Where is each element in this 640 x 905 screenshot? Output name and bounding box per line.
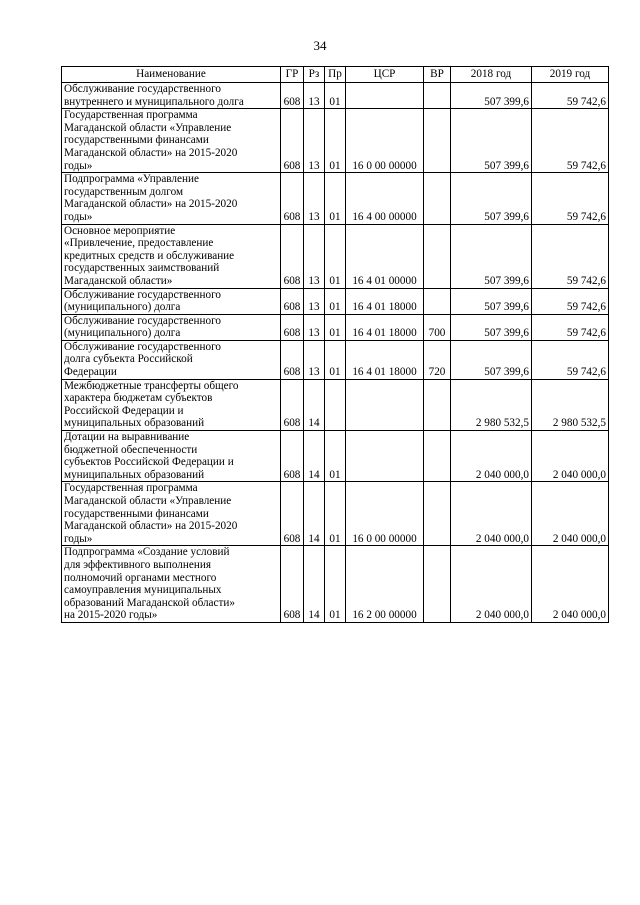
cell-name: Государственная программа Магаданской области «Управление государственными финансами Магаданской области» на 2015-2020 годы» xyxy=(62,482,281,546)
cell-vr xyxy=(424,482,451,546)
cell-name: Подпрограмма «Управление государственным долгом Магаданской области» на 2015-2020 годы» xyxy=(62,173,281,224)
table-row xyxy=(62,83,609,109)
cell-gr: 608 xyxy=(281,340,304,379)
cell-pr: 01 xyxy=(325,314,346,340)
cell-rz: 14 xyxy=(304,546,325,623)
cell-pr: 01 xyxy=(325,482,346,546)
cell-name: Основное мероприятие «Привлечение, предоставление кредитных средств и обслуживание государственных заимствований Магаданской области» xyxy=(62,224,281,288)
cell-vr xyxy=(424,109,451,173)
cell-pr: 01 xyxy=(325,224,346,288)
cell-rz: 13 xyxy=(304,109,325,173)
cell-csr: 16 4 01 18000 xyxy=(346,288,424,314)
cell-csr xyxy=(346,431,424,482)
cell-2018: 2 040 000,0 xyxy=(451,431,532,482)
cell-2018: 2 980 532,5 xyxy=(451,379,532,430)
header-2019: 2019 год xyxy=(532,67,609,83)
cell-gr: 608 xyxy=(281,546,304,623)
cell-pr: 01 xyxy=(325,173,346,224)
cell-vr xyxy=(424,379,451,430)
cell-gr: 608 xyxy=(281,431,304,482)
cell-2019: 2 980 532,5 xyxy=(532,379,609,430)
cell-rz: 14 xyxy=(304,431,325,482)
cell-name: Обслуживание государственного (муниципального) долга xyxy=(62,288,281,314)
cell-gr: 608 xyxy=(281,379,304,430)
cell-csr: 16 2 00 00000 xyxy=(346,546,424,623)
page-number: 34 xyxy=(313,38,327,53)
budget-table xyxy=(61,66,609,623)
cell-rz: 13 xyxy=(304,173,325,224)
header-pr: Пр xyxy=(325,67,346,83)
cell-csr: 16 0 00 00000 xyxy=(346,109,424,173)
cell-pr: 01 xyxy=(325,83,346,109)
cell-vr xyxy=(424,288,451,314)
cell-rz: 14 xyxy=(304,482,325,546)
cell-2019: 59 742,6 xyxy=(532,288,609,314)
cell-csr: 16 4 01 00000 xyxy=(346,224,424,288)
cell-2019: 59 742,6 xyxy=(532,314,609,340)
table-row xyxy=(62,314,609,340)
cell-pr: 01 xyxy=(325,340,346,379)
cell-vr xyxy=(424,173,451,224)
header-row xyxy=(62,67,609,83)
table-row xyxy=(62,288,609,314)
table-row xyxy=(62,546,609,623)
cell-vr xyxy=(424,224,451,288)
cell-csr xyxy=(346,83,424,109)
cell-gr: 608 xyxy=(281,109,304,173)
cell-2019: 59 742,6 xyxy=(532,83,609,109)
cell-2018: 507 399,6 xyxy=(451,224,532,288)
cell-vr xyxy=(424,431,451,482)
cell-2019: 59 742,6 xyxy=(532,109,609,173)
cell-2018: 507 399,6 xyxy=(451,340,532,379)
cell-pr xyxy=(325,379,346,430)
cell-name: Подпрограмма «Создание условий для эффективного выполнения полномочий органами местного самоуправления муниципальных образований Магаданской области» на 2015-2020 годы» xyxy=(62,546,281,623)
cell-csr: 16 0 00 00000 xyxy=(346,482,424,546)
header-2018: 2018 год xyxy=(451,67,532,83)
cell-csr: 16 4 01 18000 xyxy=(346,340,424,379)
header-gr: ГР xyxy=(281,67,304,83)
cell-2019: 59 742,6 xyxy=(532,340,609,379)
cell-gr: 608 xyxy=(281,288,304,314)
cell-pr: 01 xyxy=(325,431,346,482)
cell-2018: 2 040 000,0 xyxy=(451,482,532,546)
cell-gr: 608 xyxy=(281,314,304,340)
cell-2018: 507 399,6 xyxy=(451,83,532,109)
table-row xyxy=(62,482,609,546)
table-row xyxy=(62,109,609,173)
cell-gr: 608 xyxy=(281,83,304,109)
cell-gr: 608 xyxy=(281,173,304,224)
cell-vr: 700 xyxy=(424,314,451,340)
cell-gr: 608 xyxy=(281,224,304,288)
header-csr: ЦСР xyxy=(346,67,424,83)
cell-2019: 2 040 000,0 xyxy=(532,546,609,623)
cell-2018: 507 399,6 xyxy=(451,288,532,314)
cell-2019: 2 040 000,0 xyxy=(532,482,609,546)
cell-csr xyxy=(346,379,424,430)
cell-2019: 59 742,6 xyxy=(532,224,609,288)
header-name: Наименование xyxy=(62,67,281,83)
cell-name: Государственная программа Магаданской области «Управление государственными финансами Магаданской области» на 2015-2020 годы» xyxy=(62,109,281,173)
cell-csr: 16 4 01 18000 xyxy=(346,314,424,340)
header-rz: Рз xyxy=(304,67,325,83)
cell-pr: 01 xyxy=(325,288,346,314)
cell-name: Межбюджетные трансферты общего характера бюджетам субъектов Российской Федерации и муниципальных образований xyxy=(62,379,281,430)
cell-vr xyxy=(424,546,451,623)
cell-pr: 01 xyxy=(325,109,346,173)
cell-vr xyxy=(424,83,451,109)
table-row xyxy=(62,431,609,482)
cell-rz: 13 xyxy=(304,340,325,379)
cell-gr: 608 xyxy=(281,482,304,546)
cell-rz: 14 xyxy=(304,379,325,430)
cell-name: Обслуживание государственного (муниципального) долга xyxy=(62,314,281,340)
table-row xyxy=(62,224,609,288)
cell-2018: 2 040 000,0 xyxy=(451,546,532,623)
cell-name: Дотации на выравнивание бюджетной обеспеченности субъектов Российской Федерации и муниципальных образований xyxy=(62,431,281,482)
cell-2018: 507 399,6 xyxy=(451,314,532,340)
cell-name: Обслуживание государственного долга субъекта Российской Федерации xyxy=(62,340,281,379)
table-row xyxy=(62,379,609,430)
table-row xyxy=(62,173,609,224)
table-row xyxy=(62,340,609,379)
cell-rz: 13 xyxy=(304,83,325,109)
cell-pr: 01 xyxy=(325,546,346,623)
cell-vr: 720 xyxy=(424,340,451,379)
cell-rz: 13 xyxy=(304,224,325,288)
cell-rz: 13 xyxy=(304,288,325,314)
cell-csr: 16 4 00 00000 xyxy=(346,173,424,224)
cell-2019: 59 742,6 xyxy=(532,173,609,224)
cell-2018: 507 399,6 xyxy=(451,109,532,173)
cell-rz: 13 xyxy=(304,314,325,340)
cell-2018: 507 399,6 xyxy=(451,173,532,224)
cell-2019: 2 040 000,0 xyxy=(532,431,609,482)
header-vr: ВР xyxy=(424,67,451,83)
cell-name: Обслуживание государственного внутреннего и муниципального долга xyxy=(62,83,281,109)
